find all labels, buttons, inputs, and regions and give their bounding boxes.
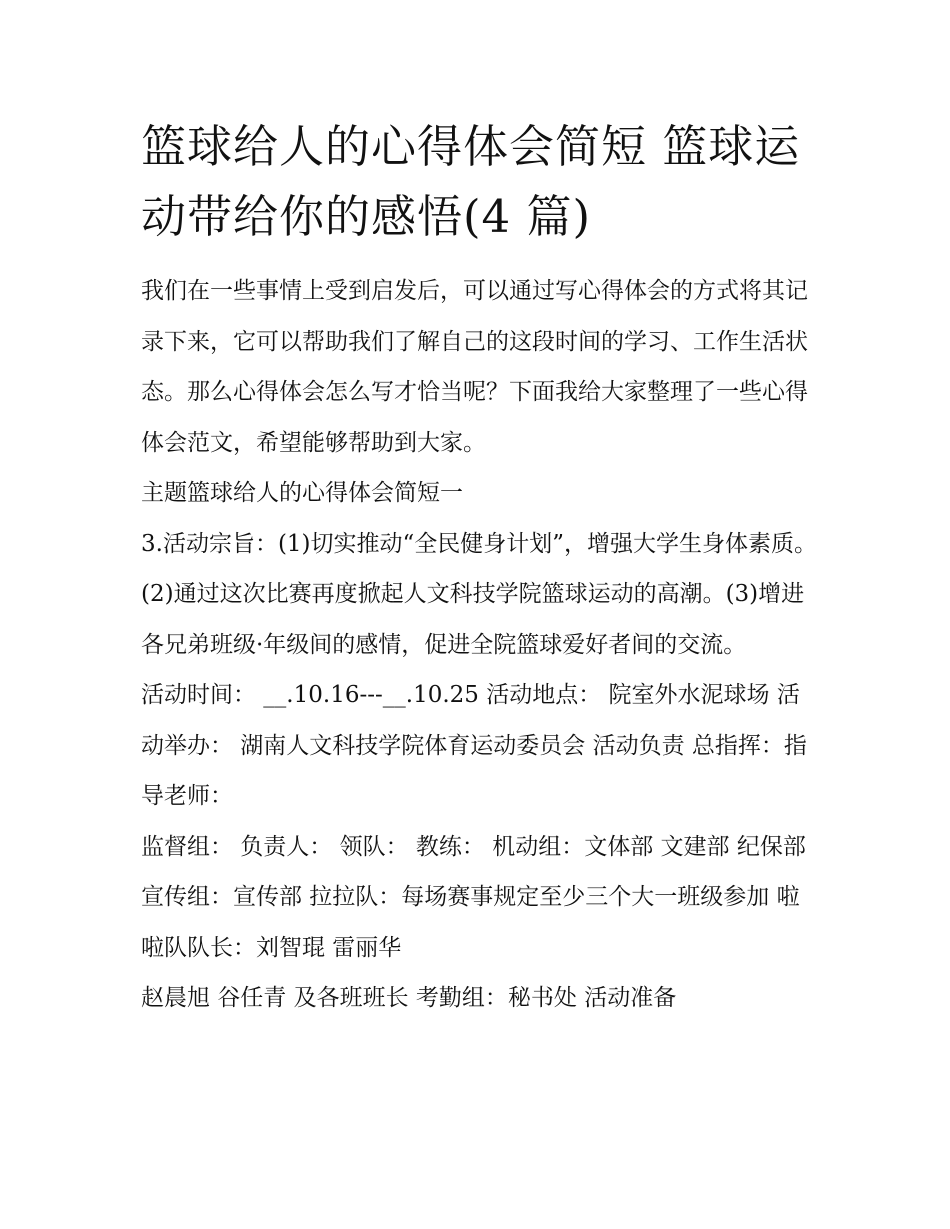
time-location-paragraph: 活动时间： __.10.16---__.10.25 活动地点： 院室外水泥球场 活动举办： 湖南人文科技学院体育运动委员会 活动负责 总指挥：指导老师： bbox=[141, 682, 807, 809]
section-heading: 主题篮球给人的心得体会简短一 bbox=[141, 480, 463, 506]
intro-paragraph: 我们在一些事情上受到启发后，可以通过写心得体会的方式将其记录下来，它可以帮助我们了解自己的这段时间的学习、工作生活状态。那么心得体会怎么写才恰当呢？下面我给大家整理了一些心得体会范文，希望能够帮助到大家。 bbox=[141, 278, 808, 456]
document-content bbox=[141, 112, 821, 1024]
document-title: 篮球给人的心得体会简短 篮球运动带给你的感悟(4 篇) bbox=[141, 120, 801, 243]
organization-paragraph: 监督组： 负责人： 领队： 教练： 机动组：文体部 文建部 纪保部 宣传组：宣传部 拉拉队：每场赛事规定至少三个大一班级参加 啦啦队队长：刘智琨 雷丽华 bbox=[141, 833, 806, 961]
attendance-paragraph: 赵晨旭 谷任青 及各班班长 考勤组：秘书处 活动准备 bbox=[141, 985, 677, 1011]
purpose-paragraph: 3.活动宗旨：(1)切实推动“全民健身计划”，增强大学生身体素质。(2)通过这次比赛再度掀起人文科技学院篮球运动的高潮。(3)增进各兄弟班级·年级间的感情，促进全院篮球爱好者间的交流。 bbox=[141, 530, 818, 658]
